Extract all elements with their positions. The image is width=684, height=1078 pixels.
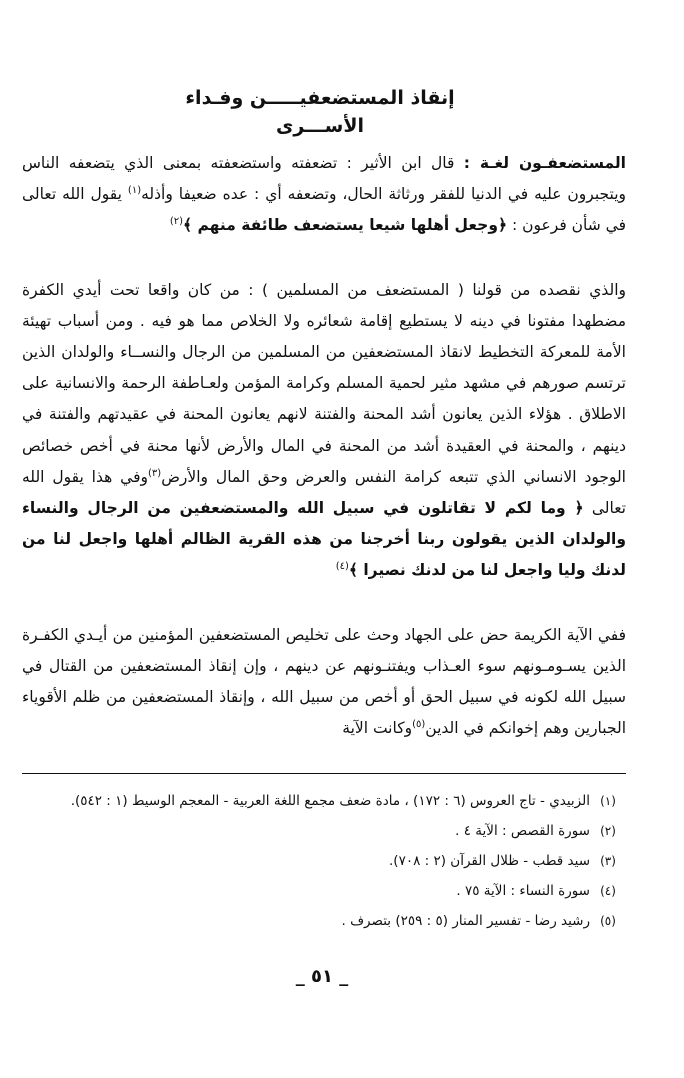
footnote-marker: (٢) [169,216,184,228]
footnote-number: (٣) [600,854,616,868]
footnote-number: (٢) [600,824,616,838]
footnote-text: رشيد رضا - تفسير المنار (٥ : ٢٥٩) بتصرف . [341,913,590,929]
paragraph-definition [22,148,626,242]
paragraph-text: وكانت الآية [342,719,413,738]
paragraph-text: ففي الآية الكريمة حض على الجهاد وحث على تخليص المستضعفين المؤمنين من أيـدي الكفـرة الذين يسـومـونهم سوء العـذاب ويفتنـونهم عن دينهم ، وإن إنقاذ المستضعفين من القتال في سبيل الله لكونه في سبيل الحق أو أخص من سبيل الله ، وإنقاذ المستضعفين من ظلم الأقوياء الجبارين وهم إخوانكم في الدين [22,625,626,738]
footnote-text: سيد قطب - ظلال القرآن (٢ : ٧٠٨). [389,853,590,869]
paragraph-verse-commentary [22,620,626,745]
footnote-item [22,786,626,816]
chapter-title: إنقاذ المستضعفيـــــن وفـداء الأســـرى [185,87,455,137]
page-number: _ ٥١ _ [295,966,349,987]
footnote-number: (١) [600,794,616,808]
footnote-text: سورة القصص : الآية ٤ . [455,823,590,839]
paragraph-text: قال ابن الأثير : تضعفته واستضعفته بمعنى الذي يتضعفه الناس ويتجبرون عليه في الدنيا للفقر ورثاثة الحال، وتضعفه أي : عده ضعيفا وأذله [22,154,626,204]
footnote-item [22,876,626,906]
footnote-text: سورة النساء : الآية ٧٥ . [456,883,590,899]
body-text [22,148,626,744]
footnote-marker: (٥) [412,719,426,731]
footnote-number: (٥) [600,914,616,928]
footnote-marker: (٣) [148,467,162,479]
footnote-divider [22,773,626,774]
quran-quote: ﴿وجعل أهلها شيعا يستضعف طائفة منهم ﴾ [183,216,508,235]
footnote-number: (٤) [600,884,616,898]
footnote-item [22,846,626,876]
paragraph-text: يقول الله تعالى في شأن فرعون : [22,185,626,235]
footnotes [22,786,626,936]
footnote-marker: (٤) [335,561,349,573]
paragraph-text: والذي نقصده من قولنا ( المستضعف من المسلمين ) : من كان واقعا تحت أيدي الكفرة مضطهدا مفتونا في دينه لا يستطيع إقامة شعائره ولا الخلاص مما هو فيه . ومن أسباب تهيئة الأمة للمعركة التخطيط لانقاذ المستضعفين من المسلمين من الرجال والنســاء والولدان الذين ترتسم صورهم في مشهد مثير لحمية المسلم وكرامة المؤمن ولعـاطفة الرحمة والانسانية على الاطلاق . هؤلاء الذين يعانون أشد المحنة والفتنة لانهم يعانون المحنة في عقيدتهم والفتنة في دينهم ، والمحنة في العقيدة أشد من المحنة في المال والأرض لأنها محنة في أخص خصائص الوجود الانساني الذي تتبعه كرامة النفس والعرض وحق المال والأرض [22,280,626,486]
footnote-text: الزبيدي - تاج العروس (٦ : ١٧٢) ، مادة ضعف مجمع اللغة العربية - المعجم الوسيط (١ : ٥٤٢). [70,793,590,809]
paragraph-oppressed [22,275,626,587]
paragraph-text: وفي هذا يقول الله تعالى [22,467,626,518]
footnote-item [22,906,626,936]
footnote-marker: (١) [127,185,142,197]
definition-heading: المستضعفـون لغـة : [463,154,626,172]
quran-quote: ﴿ وما لكم لا تقاتلون في سبيل الله والمستضعفين من الرجال والنساء والولدان الذين يقولون ربنا أخرجنا من هذه القرية الظالم أهلها واجعل لنا من لدنك وليا واجعل لنا من لدنك نصيرا ﴾ [22,499,626,580]
footnote-item [22,816,626,846]
